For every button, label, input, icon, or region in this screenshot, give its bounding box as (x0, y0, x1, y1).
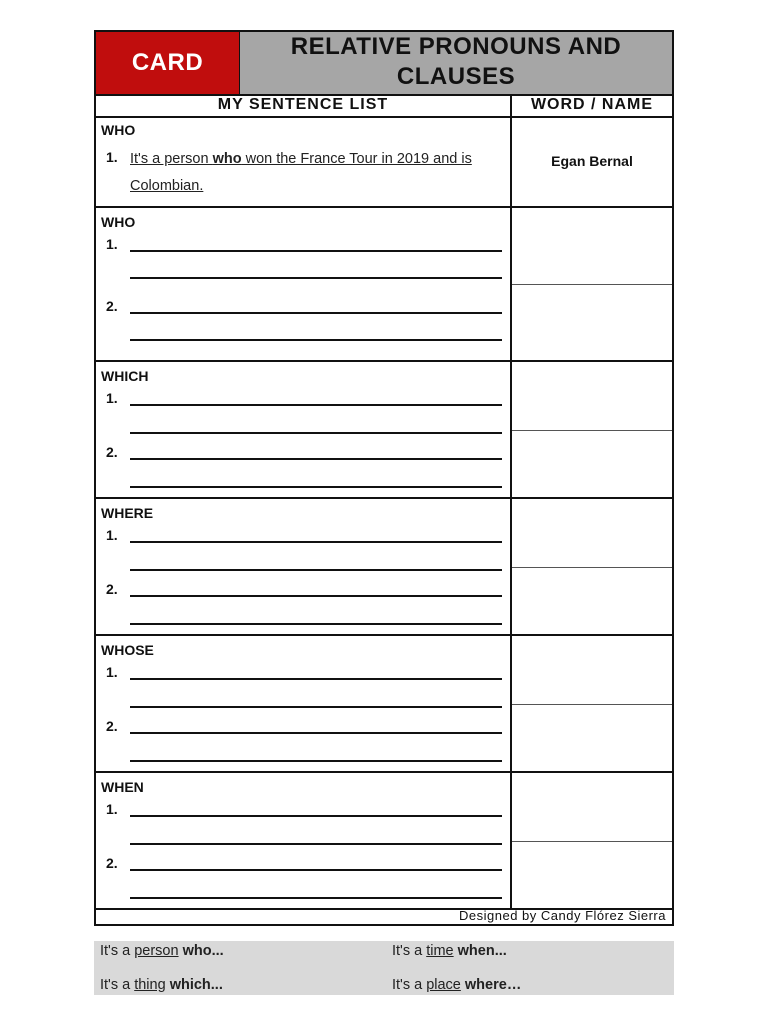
page-title (240, 32, 672, 94)
card-label: CARD (96, 32, 240, 94)
example-item-number: 1. (106, 149, 118, 165)
item-number: 1. (106, 527, 118, 543)
sentence-pronoun: who (212, 151, 242, 167)
answer-line (130, 404, 502, 406)
word-name-cell (512, 705, 672, 771)
hint-time (392, 943, 507, 959)
hint-place (392, 977, 521, 993)
answer-line (130, 623, 502, 625)
hint-pronoun: who... (182, 943, 224, 959)
answer-line (130, 277, 502, 279)
hint-noun: thing (134, 977, 166, 993)
hint-prefix: It's a (100, 943, 135, 959)
answer-line (130, 486, 502, 488)
item-number: 1. (106, 801, 118, 817)
hint-pronoun: when... (457, 943, 507, 959)
designer-credit: Designed by Candy Flórez Sierra (459, 908, 666, 923)
item-number: 2. (106, 718, 118, 734)
item-number: 1. (106, 390, 118, 406)
title-line-1: RELATIVE PRONOUNS AND (290, 33, 622, 60)
word-name-cell (512, 431, 672, 497)
answer-line (130, 339, 502, 341)
answer-line (130, 732, 502, 734)
word-name-cell (512, 842, 672, 908)
word-name-header: WORD / NAME (512, 94, 672, 118)
answer-line (130, 897, 502, 899)
section-whose (96, 636, 672, 773)
title-line-2: CLAUSES (396, 63, 516, 90)
pronoun-label: WHO (101, 214, 136, 230)
card-header (96, 32, 672, 96)
hint-pronoun: which... (169, 977, 223, 993)
section-when (96, 773, 672, 910)
answer-line (130, 595, 502, 597)
hint-prefix: It's a (100, 977, 135, 993)
pronoun-label: WHOSE (101, 642, 154, 658)
word-name-cell (512, 636, 672, 705)
example-pronoun-label: WHO (101, 122, 136, 138)
answer-line (130, 432, 502, 434)
hint-person (100, 943, 224, 959)
worksheet-card (94, 30, 674, 926)
answer-line (130, 458, 502, 460)
item-number: 2. (106, 444, 118, 460)
hint-pronoun: where… (464, 977, 522, 993)
sentence-end: won the France Tour in 2019 and is Colombian. (130, 151, 472, 194)
answer-line (130, 760, 502, 762)
answer-line (130, 678, 502, 680)
hint-noun: time (426, 943, 454, 959)
section-which (96, 362, 672, 499)
hint-prefix: It's a (392, 977, 427, 993)
word-name-cell (512, 499, 672, 568)
sentence-list-header: MY SENTENCE LIST (96, 94, 512, 118)
word-name-cell (512, 208, 672, 285)
example-sentence (130, 146, 506, 200)
pronoun-label: WHEN (101, 779, 144, 795)
section-where (96, 499, 672, 636)
item-number: 1. (106, 236, 118, 252)
word-name-cell (512, 285, 672, 360)
example-answer: Egan Bernal (551, 153, 633, 169)
answer-line (130, 250, 502, 252)
sentence-start: It's a person (130, 151, 213, 167)
word-name-cell (512, 773, 672, 842)
section-who (96, 208, 672, 362)
word-name-cell (512, 362, 672, 431)
pronoun-label: WHERE (101, 505, 154, 521)
hint-noun: place (426, 977, 461, 993)
item-number: 1. (106, 664, 118, 680)
hint-noun: person (134, 943, 179, 959)
hint-thing (100, 977, 223, 993)
hints-box (94, 941, 674, 995)
hint-prefix: It's a (392, 943, 427, 959)
example-section (96, 116, 672, 208)
answer-line (130, 706, 502, 708)
item-number: 2. (106, 581, 118, 597)
item-number: 2. (106, 855, 118, 871)
word-name-cell (512, 568, 672, 634)
answer-line (130, 569, 502, 571)
answer-line (130, 869, 502, 871)
pronoun-label: WHICH (101, 368, 149, 384)
answer-line (130, 541, 502, 543)
answer-line (130, 312, 502, 314)
answer-line (130, 843, 502, 845)
answer-line (130, 815, 502, 817)
item-number: 2. (106, 298, 118, 314)
